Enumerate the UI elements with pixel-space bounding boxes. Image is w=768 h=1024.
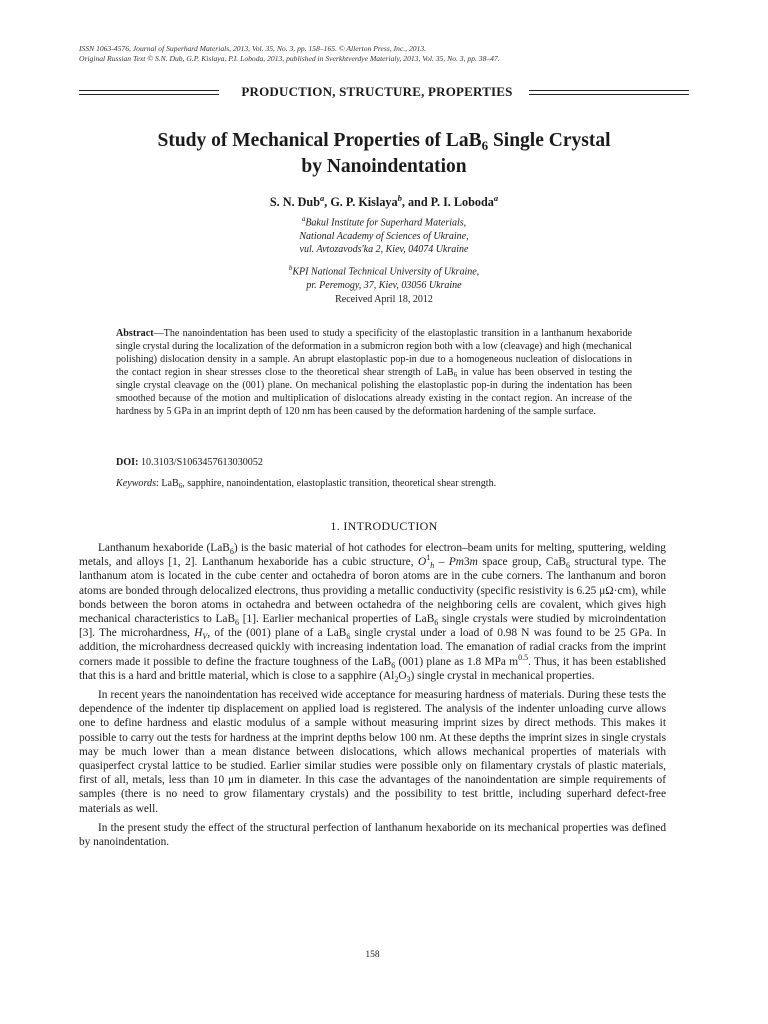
paragraph-2: In recent years the nanoindentation has received wide acceptance for measuring hardness of materials. During these tests the dependence of the indenter tip displacement on applied load is registered. The analysis of the indenter unloading curve allows one to define hardness and elastic modulus of a sample without measuring imprint sizes by direct methods. This makes it possible to carry out the tests for hardness at the imprint depths below 100 nm. At these depths the imprint sizes in single crystals may be much lower than a mean distance between dislocations, which allows mechanical properties of materials with quasiperfect crystal lattice to be studied. Earlier similar studies were possible only on filamentary crystals of plastic materials, first of all, metals, less than 10 μm in diameter. In this case the advantages of the nanoindentation are simple requirements of samples (there is no need to grow filamentary crystals) and the possibility to test brittle, including superhard defect-free materials as well. bbox=[79, 689, 666, 815]
original-text-line: Original Russian Text © S.N. Dub, G.P. Kislaya, P.I. Loboda, 2013, published in Sverkhtverdye Materialy, 2013, Vol. 35, No. 3, pp. 38–47. bbox=[79, 54, 500, 63]
section-name: PRODUCTION, STRUCTURE, PROPERTIES bbox=[241, 84, 513, 99]
author-affil-mark: a bbox=[319, 193, 325, 203]
paragraph-1: Lanthanum hexaboride (LaB$_6$) is the basic material of hot cathodes for electron–beam units for melting, sputtering, welding metals, and alloys [1, 2]. Lanthanum hexaboride has a cubic structure, $O^1_h - Pm3m$ space group, CaB$_6$ structural type. The lanthanum atom is located in the cube center and octahedra of boron atoms are in the cube corners. The lanthanum and boron atoms are bonded through delocalized electrons, thus providing a metallic conductivity (specific resistivity is 6.25 μΩ·cm), while bonds between the boron atoms in octahedra and between octahedra of the neighboring cells are covalent, which gives high mechanical characteristics to LaB$_6$ [1]. Earlier mechanical properties of LaB$_6$ single crystals were studied by microindentation [3]. The microhardness, $H_V$, of the (001) plane of a LaB$_6$ single crystal under a load of 0.98 N was found to be 25 GPa. In addition, the microhardness decreased quickly with increasing indentation load. The emanation of radial cracks from the imprint corners made it possible to define the fracture toughness of the LaB$_6$ (001) plane as 1.8 MPa $m^{0.5}$. Thus, it has been established that this is a hard and brittle material, which is close to a sapphire $(Al_2O_3)$ single crystal in mechanical properties. bbox=[79, 542, 666, 684]
doi-value[interactable]: 10.3103/S1063457613030052 bbox=[138, 457, 263, 468]
keywords: Keywords: LaB$_6$, sapphire, nanoindentation, elastoplastic transition, theoretical shear strength. bbox=[116, 478, 497, 490]
abstract: Abstract—The nanoindentation has been used to study a specificity of the elastoplastic transition in a lanthanum hexaboride single crystal during the localization of the deformation in a submicron region both with a low (cleavage) and high (mechanical polishing) dislocation density in a sample. An abrupt elastoplastic pop-in due to a homogeneous nucleation of dislocations in the contact region in shear stresses close to the theoretical shear strength of LaB$_6$ in value has been observed in testing the single crystal cleavage on the (001) plane. On mechanical polishing the elastoplastic pop-in during the indentation has been smoothed because of the motion and multiplication of dislocations already existing in the contact region. An increase of the hardness by 5 GPa in an imprint depth of 120 nm has been caused by the deformation hardening of the sample surface. bbox=[116, 328, 632, 417]
doi-label: DOI: bbox=[116, 457, 139, 468]
body-text bbox=[79, 541, 666, 854]
section-rule-right bbox=[529, 90, 689, 95]
abstract-label: Abstract bbox=[116, 328, 154, 339]
author-name: S. N. Dub bbox=[269, 195, 320, 210]
author-name: , and P. I. Loboda bbox=[401, 195, 494, 210]
paragraph-3: In the present study the effect of the structural perfection of lanthanum hexaboride on its mechanical properties was defined by nanoindentation. bbox=[79, 821, 666, 849]
received-date: Received April 18, 2012 bbox=[335, 294, 433, 305]
paper-title bbox=[79, 128, 689, 180]
section-rule-left bbox=[79, 90, 219, 95]
doi bbox=[116, 457, 632, 468]
author-affil-mark: a bbox=[493, 193, 499, 203]
section-banner bbox=[79, 84, 689, 102]
author-name: , G. P. Kislaya bbox=[324, 195, 398, 210]
title-line-2: by Nanoindentation bbox=[301, 156, 467, 177]
title-line-1: Study of Mechanical Properties of LaB$_6$ Single Crystal bbox=[157, 130, 611, 153]
author-affil-mark: b bbox=[397, 193, 402, 203]
section-heading-introduction: 1. INTRODUCTION bbox=[330, 519, 438, 533]
page-number: 158 bbox=[365, 950, 380, 960]
keywords-label: Keywords bbox=[116, 478, 157, 489]
issn-line: ISSN 1063-4576, Journal of Superhard Materials, 2013, Vol. 35, No. 3, pp. 158–165. © Allerton Press, Inc., 2013. bbox=[79, 44, 427, 53]
journal-header bbox=[79, 44, 699, 64]
affiliation-b: $^b$KPI National Technical University of Ukraine, pr. Peremogy, 37, Kiev, 03056 Ukraine bbox=[288, 264, 480, 291]
author-list bbox=[79, 193, 689, 210]
affiliation-a: $^a$Bakul Institute for Superhard Materials, National Academy of Sciences of Ukraine, vul. Avtozavods'ka 2, Kiev, 04074 Ukraine bbox=[299, 215, 469, 256]
